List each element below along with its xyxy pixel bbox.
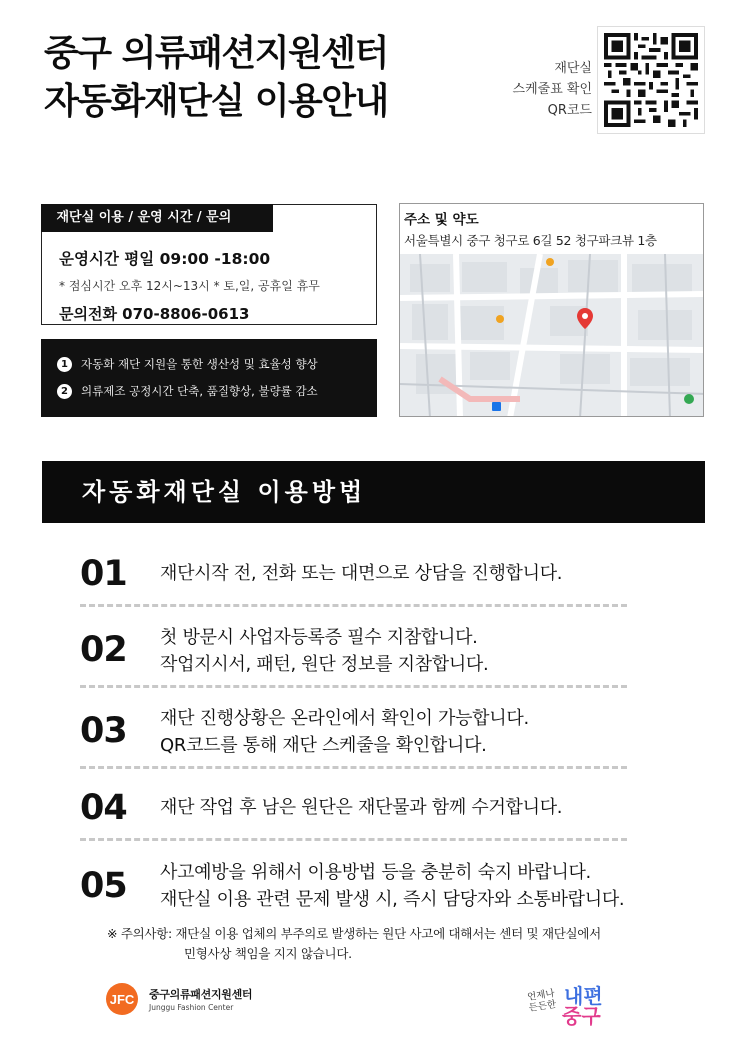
map-image (400, 254, 704, 417)
step-04 (80, 788, 640, 838)
map-heading: 주소 및 약도 (404, 212, 479, 228)
step-number: 05 (80, 866, 127, 906)
qr-label-line-3: QR코드 (547, 103, 592, 118)
step-03 (80, 703, 640, 763)
title-line-1: 중구 의류패션지원센터 (44, 33, 388, 74)
step-number: 03 (80, 711, 127, 751)
qr-label-line-2: 스케줄표 확인 (512, 82, 592, 97)
qr-label-line-1: 재단실 (554, 61, 592, 76)
step-text (160, 705, 529, 759)
map-address: 서울특별시 중구 청구로 6길 52 청구파크뷰 1층 (404, 233, 657, 248)
step-line-1: 첫 방문시 사업자등록증 필수 지참합니다. (160, 627, 478, 648)
notice-line-2: 민형사상 책임을 지지 않습니다. (184, 946, 352, 961)
slogan-small-line-1: 언제나 (526, 988, 556, 1003)
notice-line-1: ※ 주의사항: 재단실 이용 업체의 부주의로 발생하는 원단 사고에 대해서는 센터 및 재단실에서 (107, 926, 601, 941)
caution-notice (107, 924, 601, 964)
location-map[interactable] (400, 254, 704, 417)
dashed-divider (80, 766, 627, 769)
step-line-2: QR코드를 통해 재단 스케줄을 확인합니다. (160, 735, 487, 756)
method-banner: 자동화재단실 이용방법 (42, 461, 705, 523)
step-line-1: 재단시작 전, 전화 또는 대면으로 상담을 진행합니다. (160, 563, 563, 584)
dashed-divider (80, 838, 627, 841)
contact-phone[interactable]: 문의전화 070-8806-0613 (59, 305, 250, 323)
dashed-divider (80, 604, 627, 607)
benefit-number-badge: 1 (57, 357, 72, 372)
step-01 (80, 552, 640, 606)
step-02 (80, 622, 640, 682)
step-line-1: 재단 진행상황은 온라인에서 확인이 가능합니다. (160, 708, 529, 729)
jfc-logo-icon (101, 982, 143, 1016)
title-line-2: 자동화재단실 이용안내 (44, 81, 388, 122)
step-text (160, 794, 562, 821)
step-text (160, 859, 624, 913)
operating-hours: 운영시간 평일 09:00 -18:00 (59, 250, 271, 268)
map-card (399, 203, 704, 417)
footer-org (149, 986, 252, 1012)
step-05 (80, 857, 640, 917)
dashed-divider (80, 685, 627, 688)
qr-code-icon (604, 33, 698, 127)
org-name-ko: 중구의류패션지원센터 (149, 988, 253, 1001)
step-line-2: 작업지시서, 패턴, 원단 정보를 지참합니다. (160, 654, 489, 675)
benefit-text: 의류제조 공정시간 단축, 품질향상, 불량률 감소 (81, 384, 318, 398)
slogan-small-text (527, 988, 557, 1014)
benefit-number-badge: 2 (57, 384, 72, 399)
step-line-1: 재단 작업 후 남은 원단은 재단물과 함께 수거합니다. (160, 797, 563, 818)
step-number: 02 (80, 630, 127, 670)
benefit-item (57, 351, 377, 378)
qr-code[interactable] (597, 26, 705, 134)
benefit-text: 자동화 재단 지원을 통한 생산성 및 효율성 향상 (81, 357, 318, 371)
slogan-big-line-1: 내편 (564, 984, 603, 1008)
lunch-holiday-note: * 점심시간 오후 12시~13시 * 토,일, 공휴일 휴무 (59, 279, 320, 293)
step-line-1: 사고예방을 위해서 이용방법 등을 충분히 숙지 바랍니다. (160, 862, 591, 883)
info-box (41, 204, 377, 325)
benefit-item (57, 378, 377, 405)
benefits-box (41, 339, 377, 417)
slogan-small-line-2: 든든한 (528, 999, 557, 1014)
info-tab-label: 재단실 이용 / 운영 시간 / 문의 (41, 204, 273, 232)
qr-label (513, 58, 592, 121)
step-text (160, 624, 488, 678)
jfc-logo (101, 982, 252, 1016)
step-number: 04 (80, 788, 127, 828)
jfc-logo-text: JFC (109, 992, 135, 1007)
step-number: 01 (80, 554, 127, 594)
step-line-2: 재단실 이용 관련 문제 발생 시, 즉시 담당자와 소통바랍니다. (160, 889, 625, 910)
step-text (160, 560, 562, 587)
page-title (44, 30, 388, 126)
org-name-en: Junggu Fashion Center (149, 1003, 234, 1012)
slogan-big-line-2: 중구 (562, 1004, 601, 1028)
junggu-slogan-logo (528, 980, 618, 1026)
